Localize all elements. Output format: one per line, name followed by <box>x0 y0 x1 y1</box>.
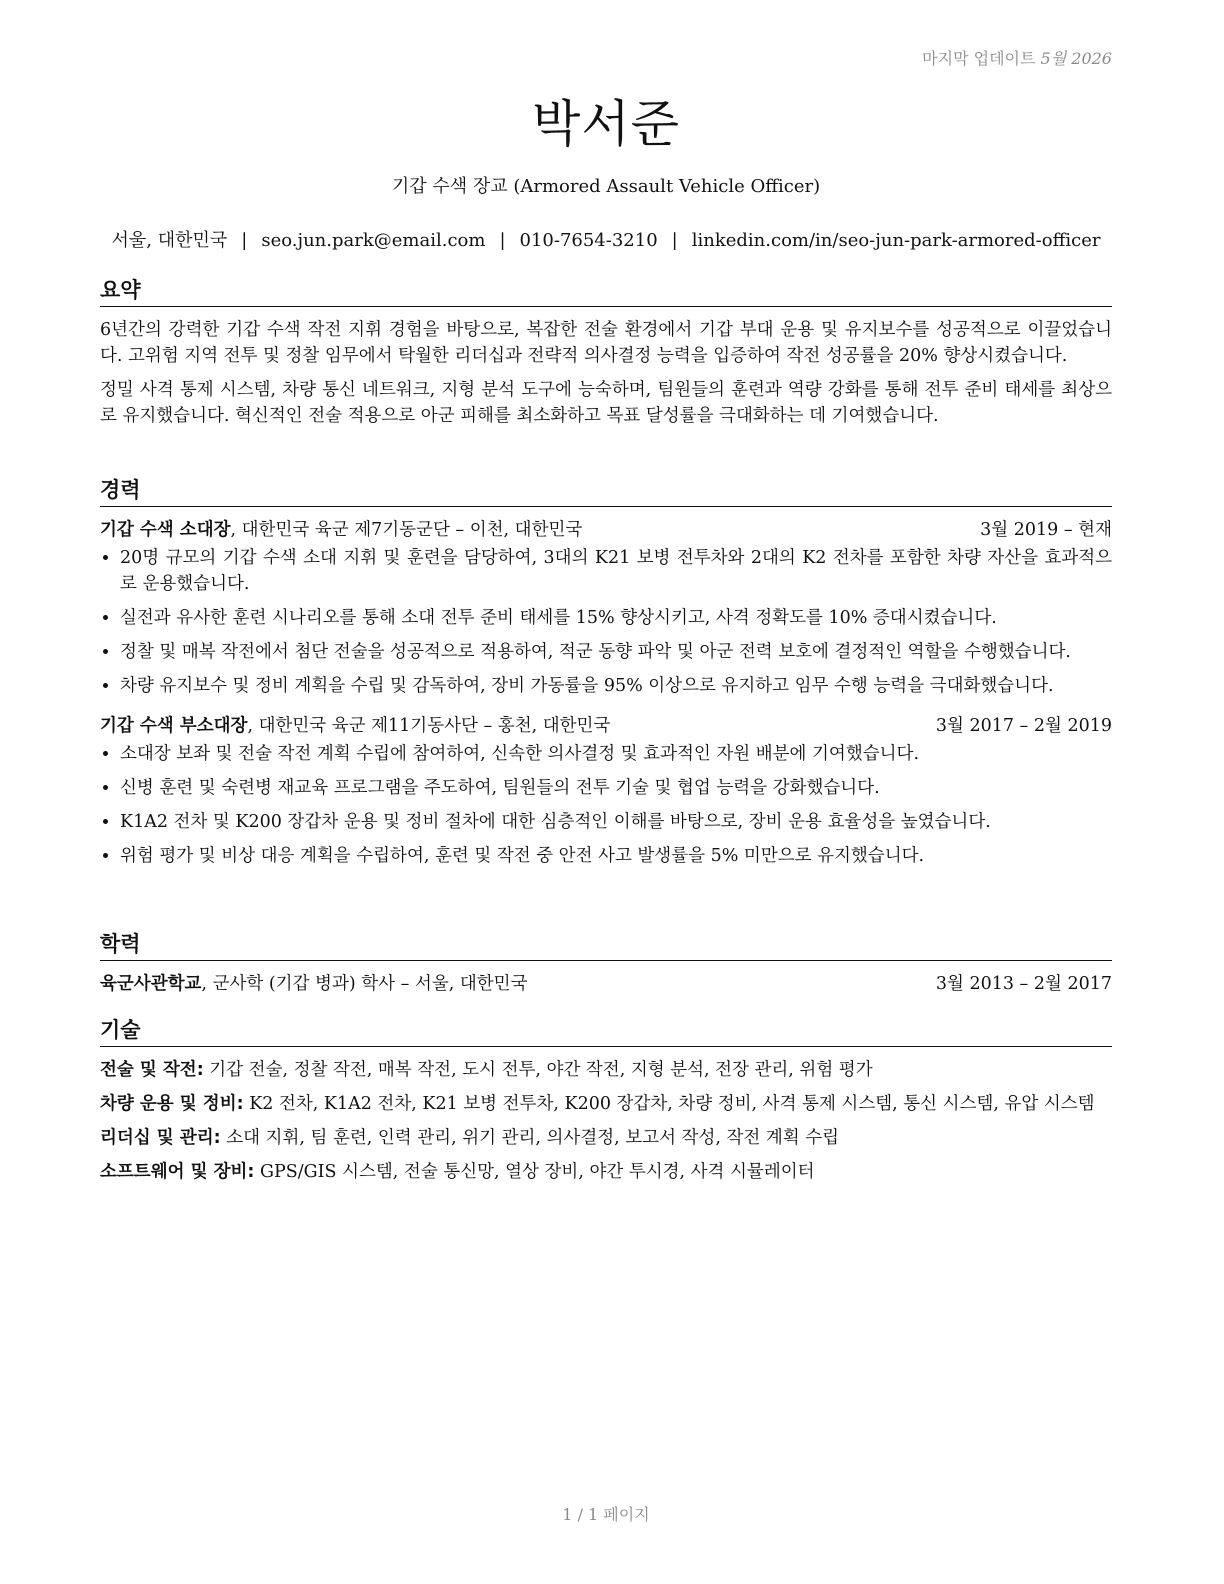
skill-value: GPS/GIS 시스템, 전술 통신망, 열상 장비, 야간 투시경, 사격 시뮬레이터 <box>254 1162 815 1182</box>
skill-label: 전술 및 작전: <box>100 1060 204 1080</box>
education-entry <box>100 971 1112 997</box>
job-bullet: • 위험 평가 및 비상 대응 계획을 수립하여, 훈련 및 작전 중 안전 사고 발생률을 5% 미만으로 유지했습니다. <box>120 843 1112 869</box>
last-updated <box>922 46 1112 69</box>
last-updated-prefix: 마지막 업데이트 <box>922 49 1036 68</box>
education-dates: 3월 2013 – 2월 2017 <box>935 974 1112 994</box>
job-bullet: • 20명 규모의 기갑 수색 소대 지휘 및 훈련을 담당하여, 3대의 K21 보병 전투차와 2대의 K2 전차를 포함한 차량 자산을 효과적으로 운용했습니다. <box>120 545 1112 597</box>
job-bullet: • 실전과 유사한 훈련 시나리오를 통해 소대 전투 준비 태세를 15% 향상시키고, 사격 정확도를 10% 증대시켰습니다. <box>120 605 1112 631</box>
job-bullets <box>100 545 1112 699</box>
page-indicator: 1 / 1 페이지 <box>562 1505 650 1524</box>
job-dates: 3월 2017 – 2월 2019 <box>935 716 1112 736</box>
job-bullet: • K1A2 전차 및 K200 장갑차 운용 및 정비 절차에 대한 심층적인 이해를 바탕으로, 장비 운용 효율성을 높였습니다. <box>120 809 1112 835</box>
skills-title: 기술 <box>100 1016 1112 1047</box>
contact-phone[interactable]: 010-7654-3210 <box>519 230 658 251</box>
skill-row <box>100 1159 1112 1185</box>
candidate-headline: 기갑 수색 장교 (Armored Assault Vehicle Officer) <box>391 176 821 197</box>
job-header <box>100 517 1112 543</box>
skill-value: 기갑 전술, 정찰 작전, 매복 작전, 도시 전투, 야간 작전, 지형 분석, 전장 관리, 위험 평가 <box>203 1060 873 1080</box>
job-org: , 대한민국 육군 제11기동사단 – 홍천, 대한민국 <box>247 716 611 736</box>
job-role: 기갑 수색 소대장 <box>100 520 231 540</box>
contact-separator: | <box>241 230 248 251</box>
education-title: 학력 <box>100 930 1112 961</box>
job-bullet: • 신병 훈련 및 숙련병 재교육 프로그램을 주도하여, 팀원들의 전투 기술 및 협업 능력을 강화했습니다. <box>120 775 1112 801</box>
experience-title: 경력 <box>100 476 1112 507</box>
skill-label: 차량 운용 및 정비: <box>100 1094 244 1114</box>
summary-section <box>100 276 1112 437</box>
contact-linkedin[interactable]: linkedin.com/in/seo-jun-park-armored-officer <box>691 230 1101 251</box>
skill-label: 리더십 및 관리: <box>100 1128 221 1148</box>
skill-value: K2 전차, K1A2 전차, K21 보병 전투차, K200 장갑차, 차량 정비, 사격 통제 시스템, 통신 시스템, 유압 시스템 <box>243 1094 1095 1114</box>
candidate-name: 박서준 <box>532 95 680 153</box>
job-org: , 대한민국 육군 제7기동군단 – 이천, 대한민국 <box>230 520 583 540</box>
skill-row <box>100 1125 1112 1151</box>
job-dates: 3월 2019 – 현재 <box>980 520 1112 540</box>
contact-separator: | <box>499 230 506 251</box>
job-bullet: • 정찰 및 매복 작전에서 첨단 전술을 성공적으로 적용하여, 적군 동향 파악 및 아군 전력 보호에 결정적인 역할을 수행했습니다. <box>120 639 1112 665</box>
skill-label: 소프트웨어 및 장비: <box>100 1162 255 1182</box>
resume-page <box>100 0 1112 1584</box>
job-bullets <box>100 741 1112 869</box>
job-entry <box>100 517 1112 699</box>
contact-separator: | <box>671 230 678 251</box>
education-school: 육군사관학교 <box>100 974 202 994</box>
skill-row <box>100 1057 1112 1083</box>
job-role: 기갑 수색 부소대장 <box>100 716 248 736</box>
skill-row <box>100 1091 1112 1117</box>
summary-paragraph: 6년간의 강력한 기갑 수색 작전 지휘 경험을 바탕으로, 복잡한 전술 환경에서 기갑 부대 운용 및 유지보수를 성공적으로 이끌었습니다. 고위험 지역 전투 및 정찰 임무에서 탁월한 리더십과 전략적 의사결정 능력을 입증하여 작전 성공률을 20% 향상시켰습니다. <box>100 320 1112 366</box>
last-updated-date: 5월 2026 <box>1040 49 1112 68</box>
contact-location: 서울, 대한민국 <box>111 230 228 251</box>
summary-title: 요약 <box>100 276 1112 307</box>
job-bullet: • 소대장 보좌 및 전술 작전 계획 수립에 참여하여, 신속한 의사결정 및 효과적인 자원 배분에 기여했습니다. <box>120 741 1112 767</box>
skill-value: 소대 지휘, 팀 훈련, 인력 관리, 위기 관리, 의사결정, 보고서 작성, 작전 계획 수립 <box>220 1128 840 1148</box>
contact-email[interactable]: seo.jun.park@email.com <box>261 230 486 251</box>
education-detail: , 군사학 (기갑 병과) 학사 – 서울, 대한민국 <box>201 974 528 994</box>
experience-section <box>100 476 1112 877</box>
job-entry <box>100 713 1112 869</box>
job-header <box>100 713 1112 739</box>
education-section <box>100 930 1112 997</box>
contact-line <box>100 226 1112 252</box>
summary-paragraph: 정밀 사격 통제 시스템, 차량 통신 네트워크, 지형 분석 도구에 능숙하며, 팀원들의 훈련과 역량 강화를 통해 전투 준비 태세를 최상으로 유지했습니다. 혁신적인 전술 적용으로 아군 피해를 최소화하고 목표 달성률을 극대화하는 데 기여했습니다. <box>100 380 1112 426</box>
skills-section <box>100 1016 1112 1193</box>
job-bullet: • 차량 유지보수 및 정비 계획을 수립 및 감독하여, 장비 가동률을 95% 이상으로 유지하고 임무 수행 능력을 극대화했습니다. <box>120 673 1112 699</box>
